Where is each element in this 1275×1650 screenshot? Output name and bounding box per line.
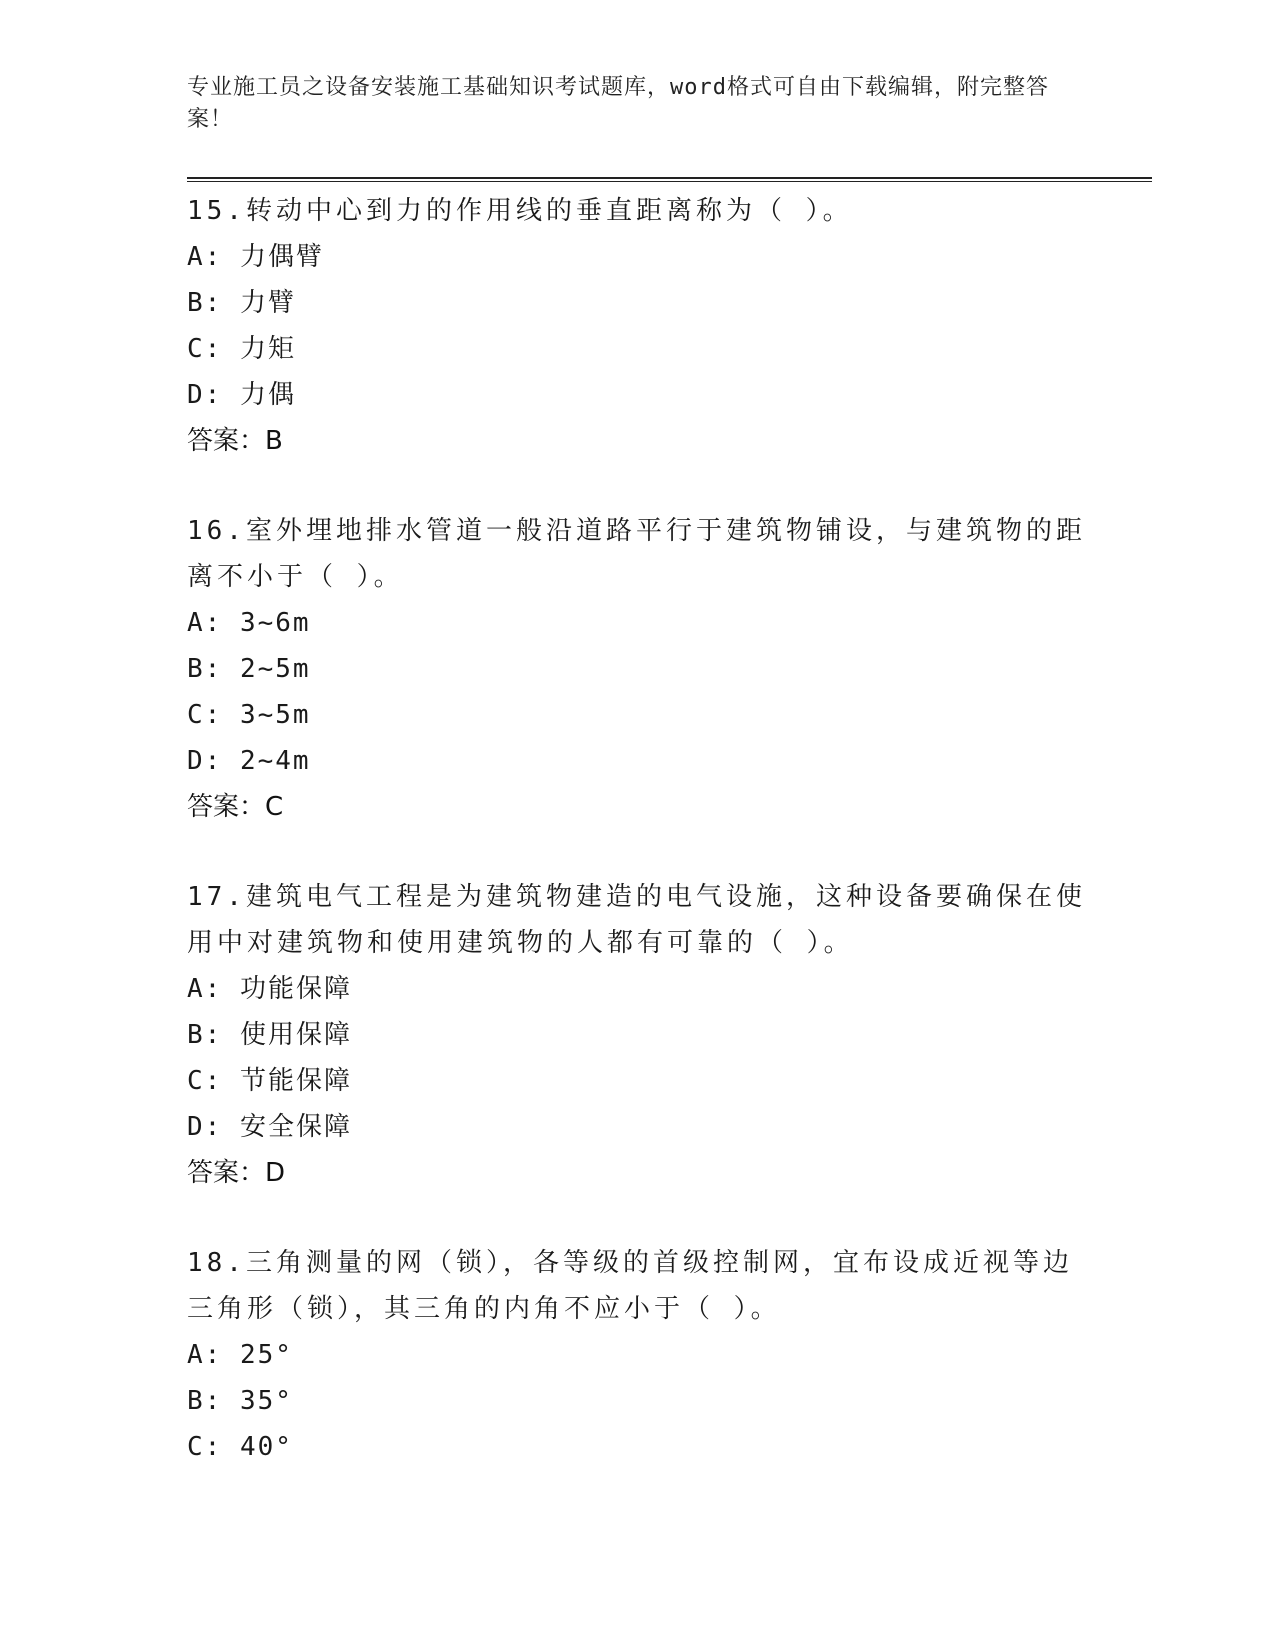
answer-label: 答案：D — [187, 1158, 286, 1188]
question-list — [187, 188, 1087, 1470]
option-a: A: 3~6m — [187, 608, 311, 638]
question-text: 17.建筑电气工程是为建筑物建造的电气设施，这种设备要确保在使用中对建筑物和使用建筑物的人都有可靠的（ ）。 — [187, 882, 1086, 958]
option-b: B: 2~5m — [187, 654, 311, 684]
option-c: C: 节能保障 — [187, 1066, 352, 1096]
option-d: D: 2~4m — [187, 746, 311, 776]
option-d: D: 安全保障 — [187, 1112, 352, 1142]
question-text: 15.转动中心到力的作用线的垂直距离称为（ ）。 — [187, 196, 853, 226]
question-18 — [187, 1240, 1087, 1470]
option-c: C: 40° — [187, 1432, 293, 1462]
header-divider-thin — [187, 181, 1152, 182]
question-text: 16.室外埋地排水管道一般沿道路平行于建筑物铺设，与建筑物的距离不小于（ ）。 — [187, 516, 1086, 592]
answer-label: 答案：B — [187, 426, 283, 456]
answer-label: 答案：C — [187, 792, 284, 822]
option-b: B: 力臂 — [187, 288, 296, 318]
option-c: C: 力矩 — [187, 334, 296, 364]
question-15 — [187, 188, 1087, 464]
option-a: A: 功能保障 — [187, 974, 352, 1004]
option-a: A: 力偶臂 — [187, 242, 324, 272]
document-header: 专业施工员之设备安装施工基础知识考试题库，word格式可自由下载编辑，附完整答案！ — [187, 75, 1049, 132]
header-divider-thick — [187, 177, 1152, 179]
question-16 — [187, 508, 1087, 830]
option-c: C: 3~5m — [187, 700, 311, 730]
question-17 — [187, 874, 1087, 1196]
option-a: A: 25° — [187, 1340, 293, 1370]
option-d: D: 力偶 — [187, 380, 296, 410]
question-text: 18.三角测量的网（锁），各等级的首级控制网，宜布设成近视等边三角形（锁），其三角的内角不应小于（ ）。 — [187, 1248, 1073, 1324]
option-b: B: 35° — [187, 1386, 293, 1416]
option-b: B: 使用保障 — [187, 1020, 352, 1050]
